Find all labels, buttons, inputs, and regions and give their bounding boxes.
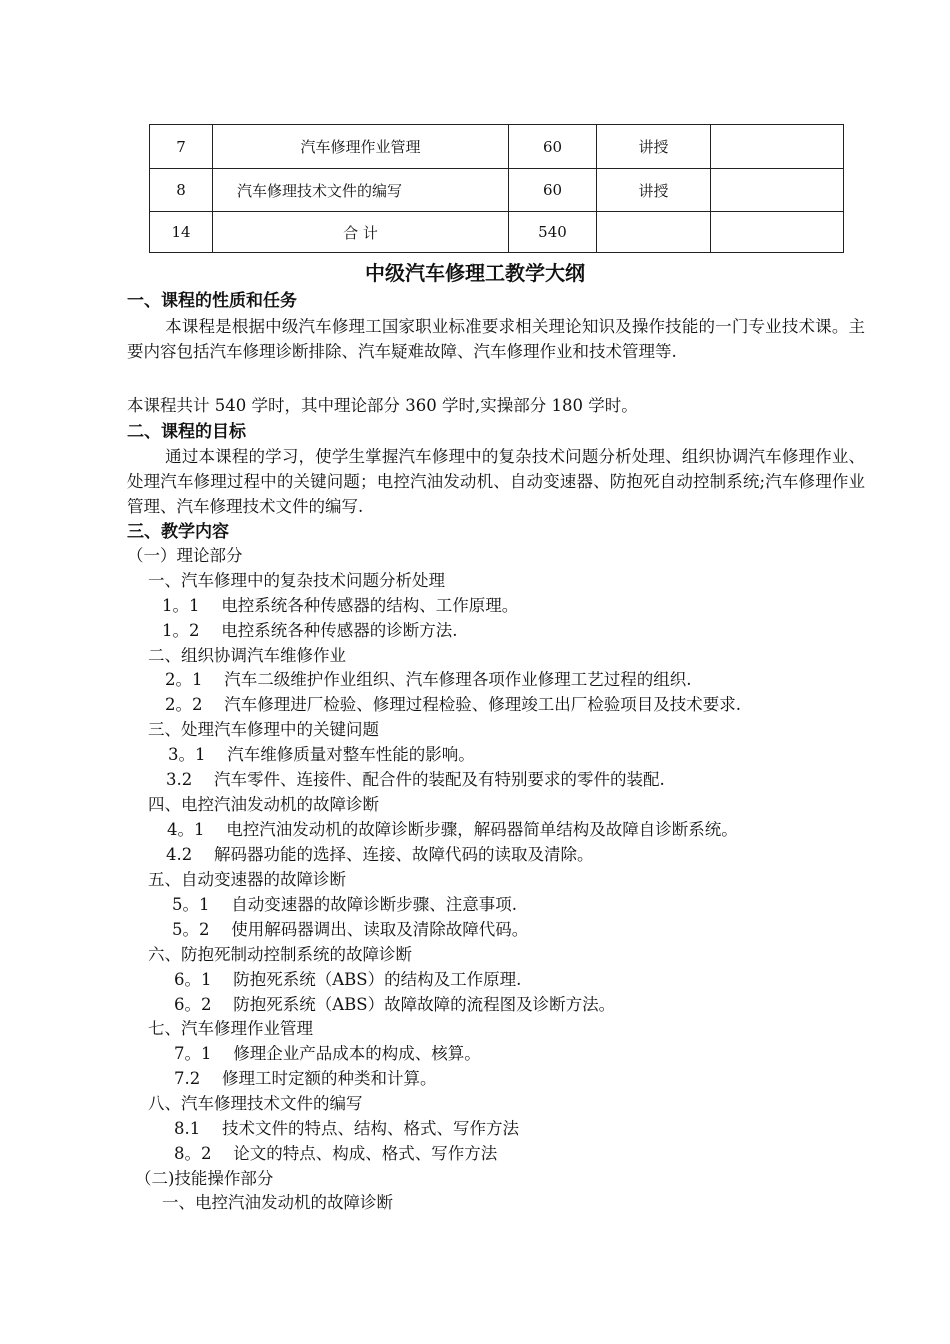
row-number: 8 [150,169,213,212]
course-hours: 60 [509,125,597,169]
course-hours: 60 [509,169,597,212]
section1-text: 本课程是根据中级汽车修理工国家职业标准要求相关理论知识及操作技能的一门专业技术课。主要内容包括汽车修理诊断排除、汽车疑难故障、汽车修理作业和技术管理等. [127,317,865,361]
section2-text: 通过本课程的学习，使学生掌握汽车修理中的复杂技术问题分析处理、组织协调汽车修理作业、处理汽车修理过程中的关键问题；电控汽油发动机、自动变速器、防抱死自动控制系统;汽车修理作业管理、汽车修理技术文件的编写. [127,447,865,516]
teaching-method [597,212,711,253]
list-item: 4。1 电控汽油发动机的故障诊断步骤，解码器简单结构及故障自诊断系统。 [167,820,738,839]
topic-heading: 三、处理汽车修理中的关键问题 [148,720,379,739]
paragraph: 本课程共计 540 学时，其中理论部分 360 学时,实操部分 180 学时。 [127,396,638,415]
table-row [150,169,844,212]
course-hours-table [149,124,844,253]
table-row [150,125,844,169]
paragraph [127,314,865,364]
teaching-method: 讲授 [597,169,711,212]
course-name: 汽车修理作业管理 [213,125,509,169]
course-name: 合 计 [213,212,509,253]
subsection-heading: （二)技能操作部分 [135,1169,274,1188]
list-item: 8。2 论文的特点、构成、格式、写作方法 [174,1144,498,1163]
list-item: 2。2 汽车修理进厂检验、修理过程检验、修理竣工出厂检验项目及技术要求. [165,695,741,714]
topic-heading: 六、防抱死制动控制系统的故障诊断 [148,945,412,964]
list-item: 3。1 汽车维修质量对整车性能的影响。 [168,745,475,764]
list-item: 7.2 修理工时定额的种类和计算。 [174,1069,437,1088]
list-item: 6。1 防抱死系统（ABS）的结构及工作原理. [174,970,522,989]
topic-heading: 四、电控汽油发动机的故障诊断 [148,795,379,814]
course-name: 汽车修理技术文件的编写 [213,169,509,212]
topic-heading: 二、组织协调汽车维修作业 [148,646,346,665]
row-number: 14 [150,212,213,253]
topic-heading: 一、电控汽油发动机的故障诊断 [162,1193,393,1212]
topic-heading: 七、汽车修理作业管理 [148,1019,313,1038]
course-hours: 540 [509,212,597,253]
list-item: 5。1 自动变速器的故障诊断步骤、注意事项. [172,895,517,914]
list-item: 2。1 汽车二级维护作业组织、汽车修理各项作业修理工艺过程的组织. [165,670,692,689]
list-item: 1。2 电控系统各种传感器的诊断方法. [162,621,458,640]
topic-heading: 一、汽车修理中的复杂技术问题分析处理 [148,571,445,590]
paragraph [127,444,865,519]
topic-heading: 五、自动变速器的故障诊断 [148,870,346,889]
subsection-heading: （一）理论部分 [127,546,243,565]
section-heading: 二、课程的目标 [127,422,246,442]
list-item: 7。1 修理企业产品成本的构成、核算。 [174,1044,481,1063]
list-item: 4.2 解码器功能的选择、连接、故障代码的读取及清除。 [166,845,594,864]
remark [711,125,844,169]
list-item: 6。2 防抱死系统（ABS）故障故障的流程图及诊断方法。 [174,995,616,1014]
table-row [150,212,844,253]
list-item: 8.1 技术文件的特点、结构、格式、写作方法 [174,1119,519,1138]
remark [711,169,844,212]
section-heading: 三、教学内容 [127,522,229,542]
topic-heading: 八、汽车修理技术文件的编写 [148,1094,363,1113]
teaching-method: 讲授 [597,125,711,169]
remark [711,212,844,253]
page-title: 中级汽车修理工教学大纲 [365,261,585,285]
section-heading: 一、课程的性质和任务 [127,291,297,311]
list-item: 3.2 汽车零件、连接件、配合件的装配及有特别要求的零件的装配. [166,770,665,789]
list-item: 5。2 使用解码器调出、读取及清除故障代码。 [172,920,529,939]
list-item: 1。1 电控系统各种传感器的结构、工作原理。 [162,596,519,615]
row-number: 7 [150,125,213,169]
